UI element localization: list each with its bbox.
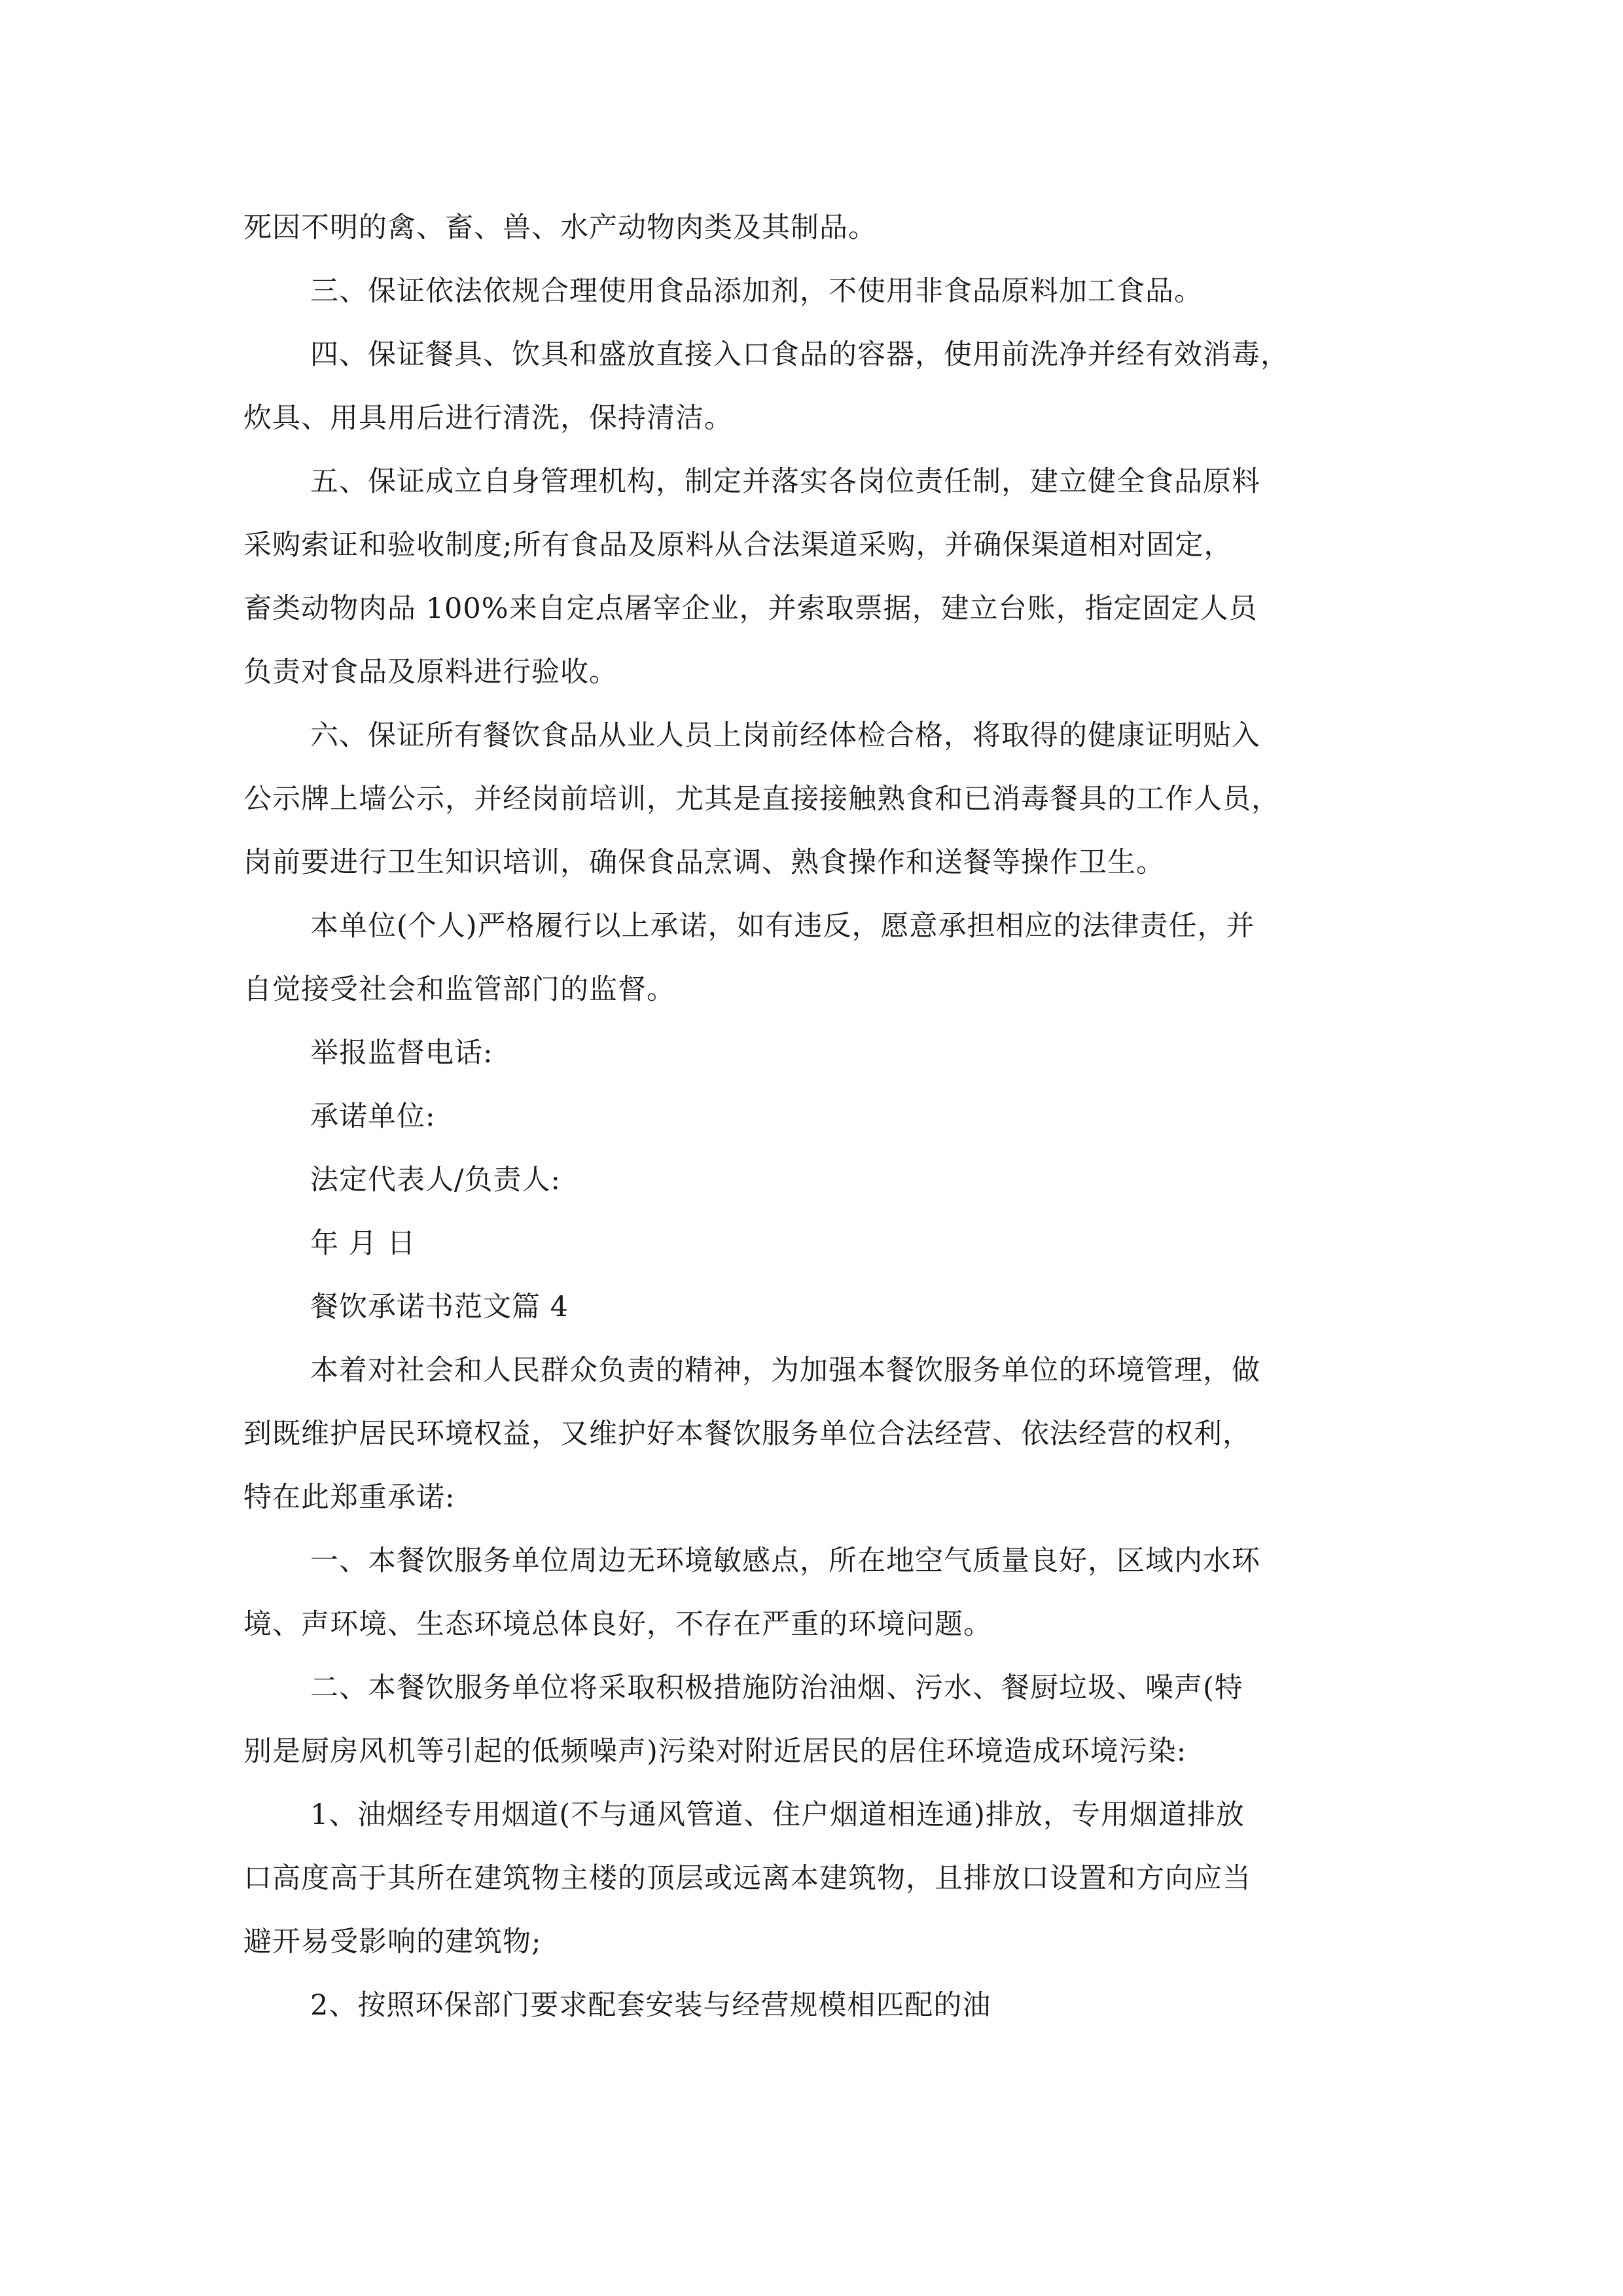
text-line: 特在此郑重承诺: xyxy=(243,1481,455,1514)
text-line: 本着对社会和人民群众负责的精神，为加强本餐饮服务单位的环境管理，做 xyxy=(310,1354,1260,1387)
text-line: 年 月 日 xyxy=(310,1227,416,1260)
text-line: 别是厨房风机等引起的低频噪声)污染对附近居民的居住环境造成环境污染: xyxy=(243,1735,1187,1768)
text-line: 负责对食品及原料进行验收。 xyxy=(243,656,618,689)
document-body xyxy=(243,196,1421,2037)
text-line: 采购索证和验收制度;所有食品及原料从合法渠道采购，并确保渠道相对固定， xyxy=(243,529,1233,562)
text-line: 炊具、用具用后进行清洗，保持清洁。 xyxy=(243,402,733,435)
text-line: 公示牌上墙公示，并经岗前培训，尤其是直接接触熟食和已消毒餐具的工作人员， xyxy=(243,783,1280,816)
text-line: 六、保证所有餐饮食品从业人员上岗前经体检合格，将取得的健康证明贴入 xyxy=(310,719,1260,752)
paragraph xyxy=(243,1212,1421,1276)
paragraph xyxy=(243,1149,1421,1212)
text-line: 四、保证餐具、饮具和盛放直接入口食品的容器，使用前洗净并经有效消毒， xyxy=(310,338,1289,371)
text-line: 本单位(个人)严格履行以上承诺，如有违反，愿意承担相应的法律责任，并 xyxy=(310,910,1255,942)
text-line: 法定代表人/负责人: xyxy=(310,1164,561,1196)
text-line: 1、油烟经专用烟道(不与通风管道、住户烟道相连通)排放，专用烟道排放 xyxy=(310,1799,1245,1831)
text-line: 二、本餐饮服务单位将采取积极措施防治油烟、污水、餐厨垃圾、噪声(特 xyxy=(310,1672,1243,1704)
text-line: 口高度高于其所在建筑物主楼的顶层或远离本建筑物，且排放口设置和方向应当 xyxy=(243,1862,1251,1895)
paragraph xyxy=(243,1784,1421,1974)
paragraph xyxy=(243,260,1421,323)
paragraph xyxy=(243,196,1421,260)
text-line: 三、保证依法依规合理使用食品添加剂，不使用非食品原料加工食品。 xyxy=(310,275,1203,308)
paragraph xyxy=(243,1339,1421,1530)
paragraph xyxy=(243,1974,1421,2037)
paragraph xyxy=(243,1530,1421,1657)
paragraph xyxy=(243,1657,1421,1784)
text-line: 畜类动物肉品 100%来自定点屠宰企业，并索取票据，建立台账，指定固定人员 xyxy=(243,592,1258,625)
text-line: 岗前要进行卫生知识培训，确保食品烹调、熟食操作和送餐等操作卫生。 xyxy=(243,846,1165,879)
text-line: 2、按照环保部门要求配套安装与经营规模相匹配的油 xyxy=(310,1989,991,2022)
paragraph xyxy=(243,704,1421,895)
paragraph xyxy=(243,1276,1421,1339)
text-line: 餐饮承诺书范文篇 4 xyxy=(310,1291,569,1323)
text-line: 举报监督电话: xyxy=(310,1037,493,1069)
text-line: 五、保证成立自身管理机构，制定并落实各岗位责任制，建立健全食品原料 xyxy=(310,465,1260,498)
paragraph xyxy=(243,1085,1421,1149)
text-line: 死因不明的禽、畜、兽、水产动物肉类及其制品。 xyxy=(243,211,877,244)
text-line: 到既维护居民环境权益，又维护好本餐饮服务单位合法经营、依法经营的权利， xyxy=(243,1418,1251,1450)
text-line: 承诺单位: xyxy=(310,1100,436,1133)
paragraph xyxy=(243,895,1421,1022)
text-line: 自觉接受社会和监管部门的监督。 xyxy=(243,973,675,1006)
text-line: 一、本餐饮服务单位周边无环境敏感点，所在地空气质量良好，区域内水环 xyxy=(310,1545,1260,1577)
paragraph xyxy=(243,323,1421,450)
paragraph xyxy=(243,450,1421,704)
text-line: 境、声环境、生态环境总体良好，不存在严重的环境问题。 xyxy=(243,1608,992,1641)
text-line: 避开易受影响的建筑物; xyxy=(243,1926,542,1958)
paragraph xyxy=(243,1022,1421,1085)
